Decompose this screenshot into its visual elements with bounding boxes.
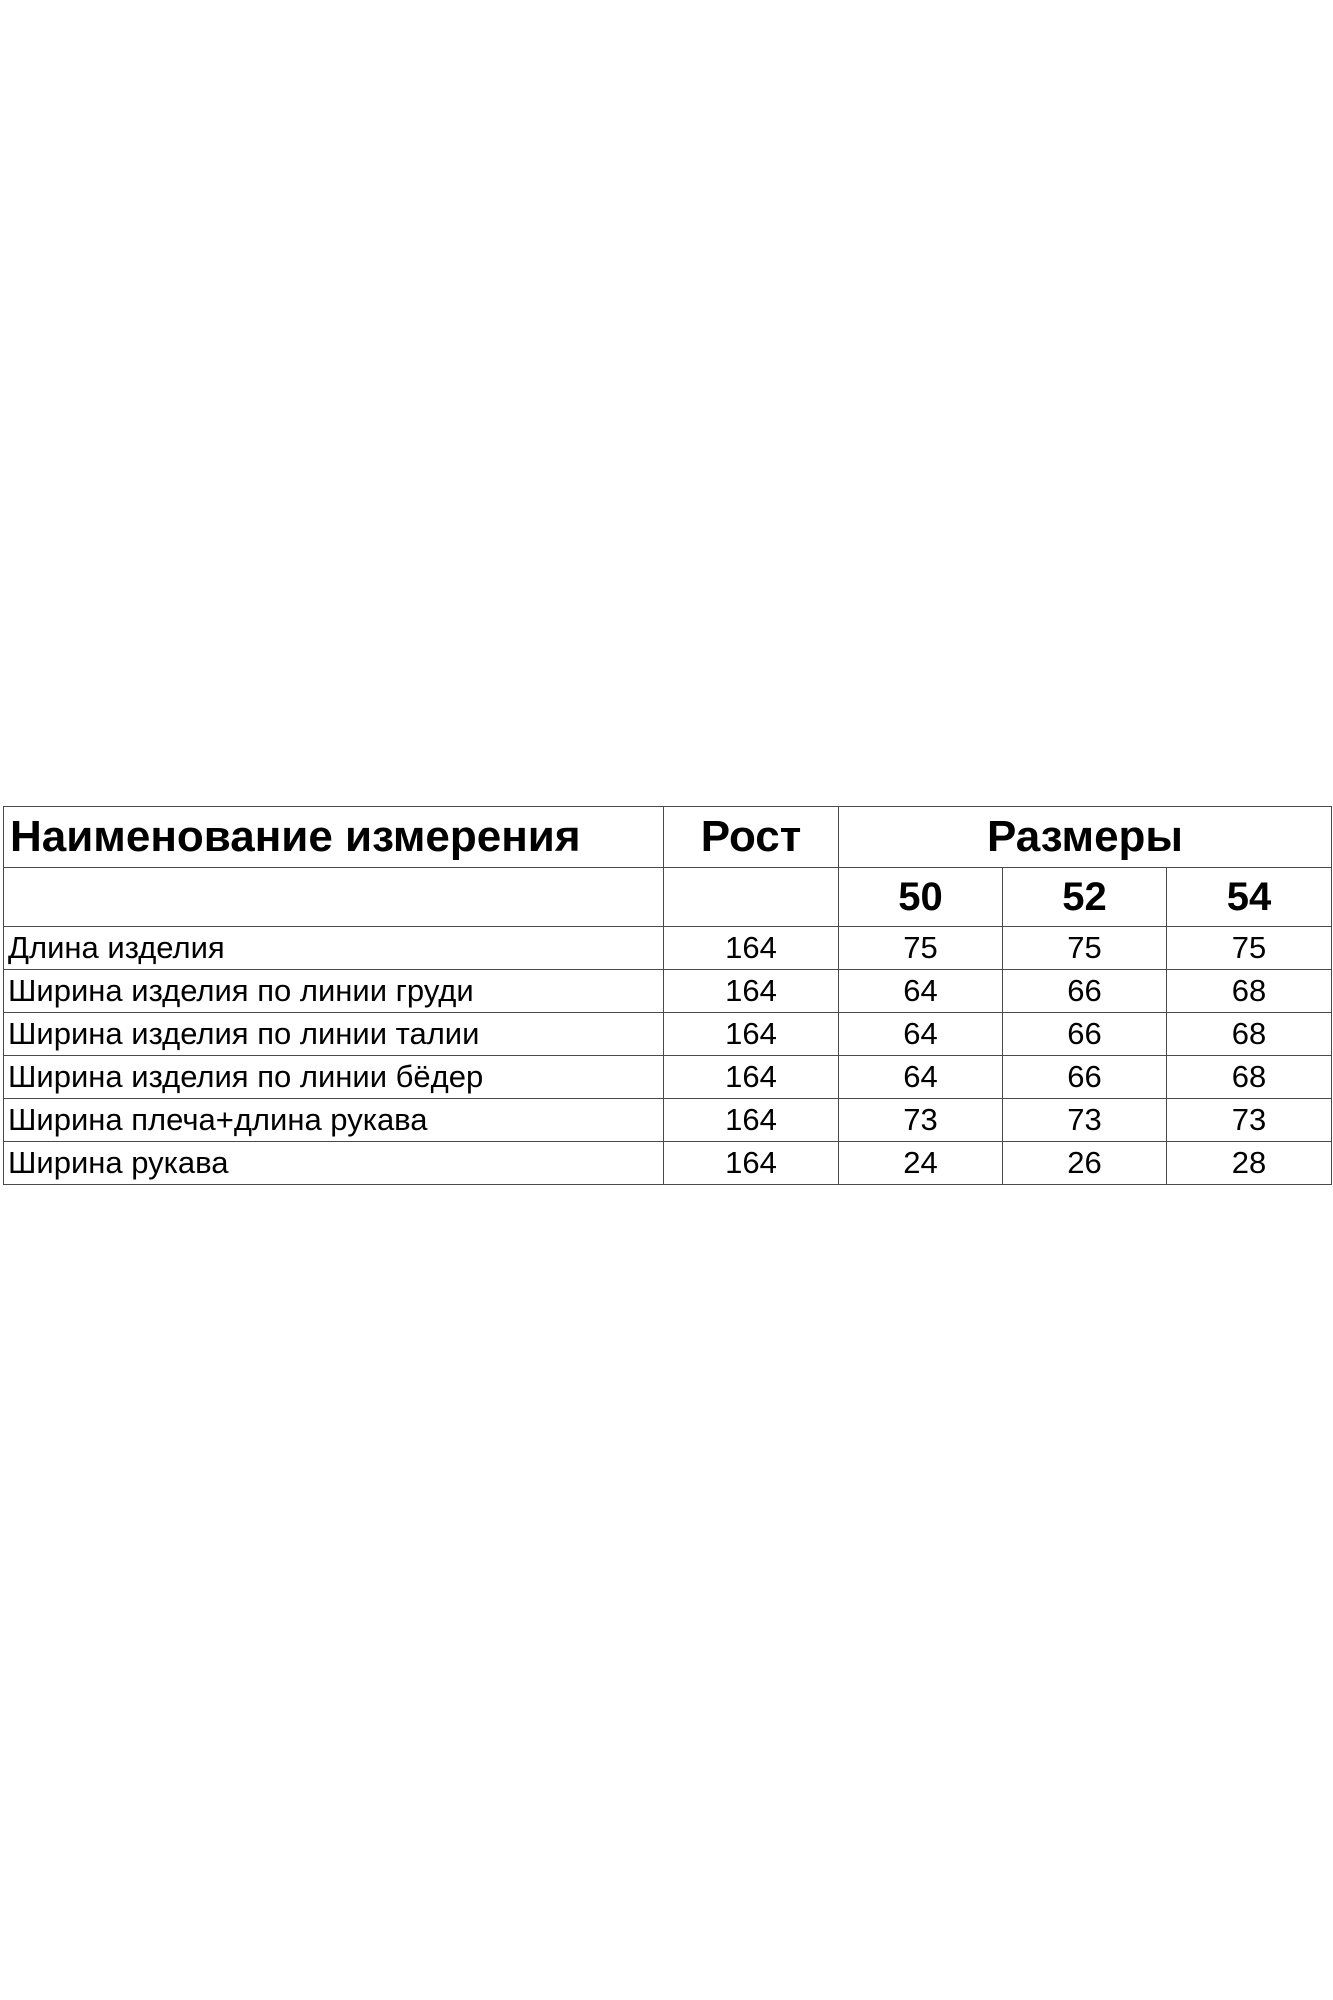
measurement-name: Ширина изделия по линии талии (4, 1013, 664, 1056)
height-value: 164 (664, 1013, 839, 1056)
measurement-name: Ширина изделия по линии груди (4, 970, 664, 1013)
size-value: 64 (839, 1056, 1003, 1099)
empty-cell (4, 868, 664, 927)
size-value: 66 (1003, 1013, 1167, 1056)
height-value: 164 (664, 1142, 839, 1185)
size-value: 26 (1003, 1142, 1167, 1185)
size-value: 73 (1167, 1099, 1332, 1142)
sizes-header: Размеры (839, 807, 1332, 868)
table-row (4, 927, 1332, 970)
size-chart-table (3, 806, 1332, 1185)
height-value: 164 (664, 927, 839, 970)
table-row (4, 1099, 1332, 1142)
header-row (4, 807, 1332, 868)
table-row (4, 1013, 1332, 1056)
size-value: 66 (1003, 1056, 1167, 1099)
size-value: 66 (1003, 970, 1167, 1013)
size-value: 64 (839, 970, 1003, 1013)
size-value: 68 (1167, 970, 1332, 1013)
size-value: 68 (1167, 1056, 1332, 1099)
table-row (4, 1056, 1332, 1099)
measurement-name: Длина изделия (4, 927, 664, 970)
height-value: 164 (664, 1099, 839, 1142)
size-value: 75 (1167, 927, 1332, 970)
measurement-name: Ширина рукава (4, 1142, 664, 1185)
measurement-name: Ширина плеча+длина рукава (4, 1099, 664, 1142)
sizes-subheader-row (4, 868, 1332, 927)
empty-cell (664, 868, 839, 927)
size-value: 28 (1167, 1142, 1332, 1185)
measurement-header: Наименование измерения (4, 807, 664, 868)
size-value: 75 (1003, 927, 1167, 970)
size-value: 75 (839, 927, 1003, 970)
height-value: 164 (664, 1056, 839, 1099)
height-header: Рост (664, 807, 839, 868)
measurement-name: Ширина изделия по линии бёдер (4, 1056, 664, 1099)
size-value: 68 (1167, 1013, 1332, 1056)
size-value: 24 (839, 1142, 1003, 1185)
size-value: 73 (1003, 1099, 1167, 1142)
size-value: 73 (839, 1099, 1003, 1142)
table-row (4, 1142, 1332, 1185)
size-value: 64 (839, 1013, 1003, 1056)
size-header-cell: 52 (1003, 868, 1167, 927)
size-header-cell: 50 (839, 868, 1003, 927)
size-header-cell: 54 (1167, 868, 1332, 927)
height-value: 164 (664, 970, 839, 1013)
table-row (4, 970, 1332, 1013)
